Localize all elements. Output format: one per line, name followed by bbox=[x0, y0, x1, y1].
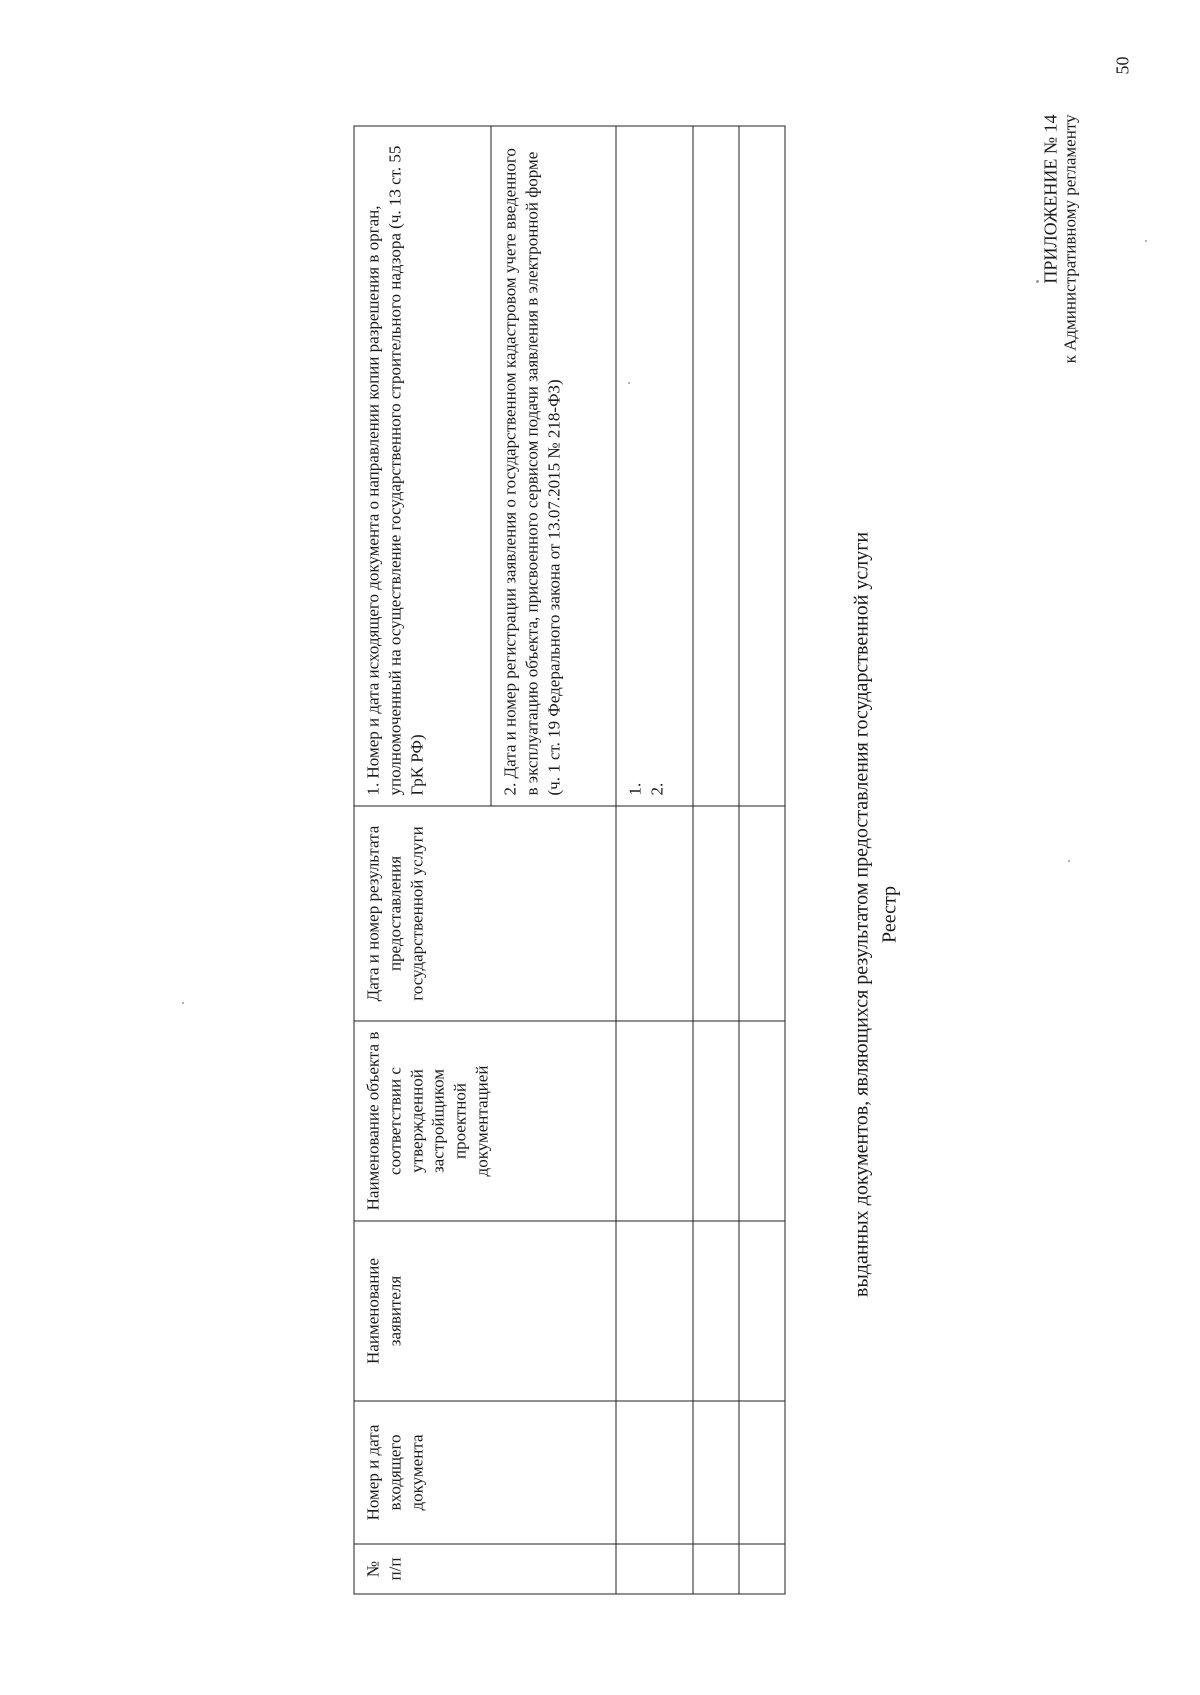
header-cell-number: № п/п bbox=[354, 1544, 616, 1594]
registry-table bbox=[353, 126, 785, 1595]
table-cell bbox=[693, 1221, 739, 1401]
table-cell bbox=[616, 1401, 693, 1544]
list-marker: 2. bbox=[646, 782, 666, 796]
table-cell bbox=[616, 1544, 693, 1594]
table-cell bbox=[616, 1021, 693, 1221]
header-cell-outgoing-document: 1. Номер и дата исходящего документа о направлении копии разрешения в орган, уполномоченный на осуществление государственного строительного надзора (ч. 13 ст. 55 ГрК РФ) bbox=[354, 126, 491, 806]
document-subtitle: выданных документов, являющихся результатом предоставления государственной услуги bbox=[850, 531, 872, 1298]
table-cell bbox=[739, 1401, 785, 1544]
table-cell bbox=[616, 1221, 693, 1401]
appendix-subtitle: к Административному регламенту bbox=[1060, 114, 1079, 364]
header-cell-cadastral-registration: 2. Дата и номер регистрации заявления о государственном кадастровом учете введенного в эксплуатацию объекта, присвоенного сервисом подачи заявления в электронной форме (ч. 1 ст. 19 Федерального закона от 13.07.2015 № 218-ФЗ) bbox=[491, 126, 616, 806]
table-cell bbox=[616, 806, 693, 1021]
table-cell bbox=[693, 126, 739, 806]
table-cell bbox=[693, 1401, 739, 1544]
table-cell bbox=[739, 1221, 785, 1401]
page-number: 50 bbox=[1112, 56, 1132, 75]
header-cell-applicant: Наименование заявителя bbox=[354, 1221, 616, 1401]
table-cell bbox=[693, 1544, 739, 1594]
table-row bbox=[739, 126, 785, 1594]
list-marker: 1. bbox=[625, 782, 644, 796]
table-cell bbox=[693, 806, 739, 1021]
table-cell bbox=[739, 806, 785, 1021]
table-cell bbox=[739, 126, 785, 806]
table-cell bbox=[616, 126, 693, 806]
table-row bbox=[693, 126, 739, 1594]
table-cell bbox=[739, 1544, 785, 1594]
header-cell-service-result: Дата и номер результата предоставления государственной услуги bbox=[354, 806, 616, 1021]
header-cell-object-name: Наименование объекта в соответствии с утвержденной застройщиком проектной документацией bbox=[354, 1021, 616, 1221]
table-row bbox=[616, 126, 693, 1594]
table-cell bbox=[739, 1021, 785, 1221]
appendix-title: ПРИЛОЖЕНИЕ № 14 bbox=[1040, 114, 1060, 284]
table-cell bbox=[693, 1021, 739, 1221]
document-title: Реестр bbox=[878, 886, 900, 943]
header-cell-incoming-document: Номер и дата входящего документа bbox=[354, 1401, 616, 1544]
table-header-row bbox=[354, 126, 491, 1594]
